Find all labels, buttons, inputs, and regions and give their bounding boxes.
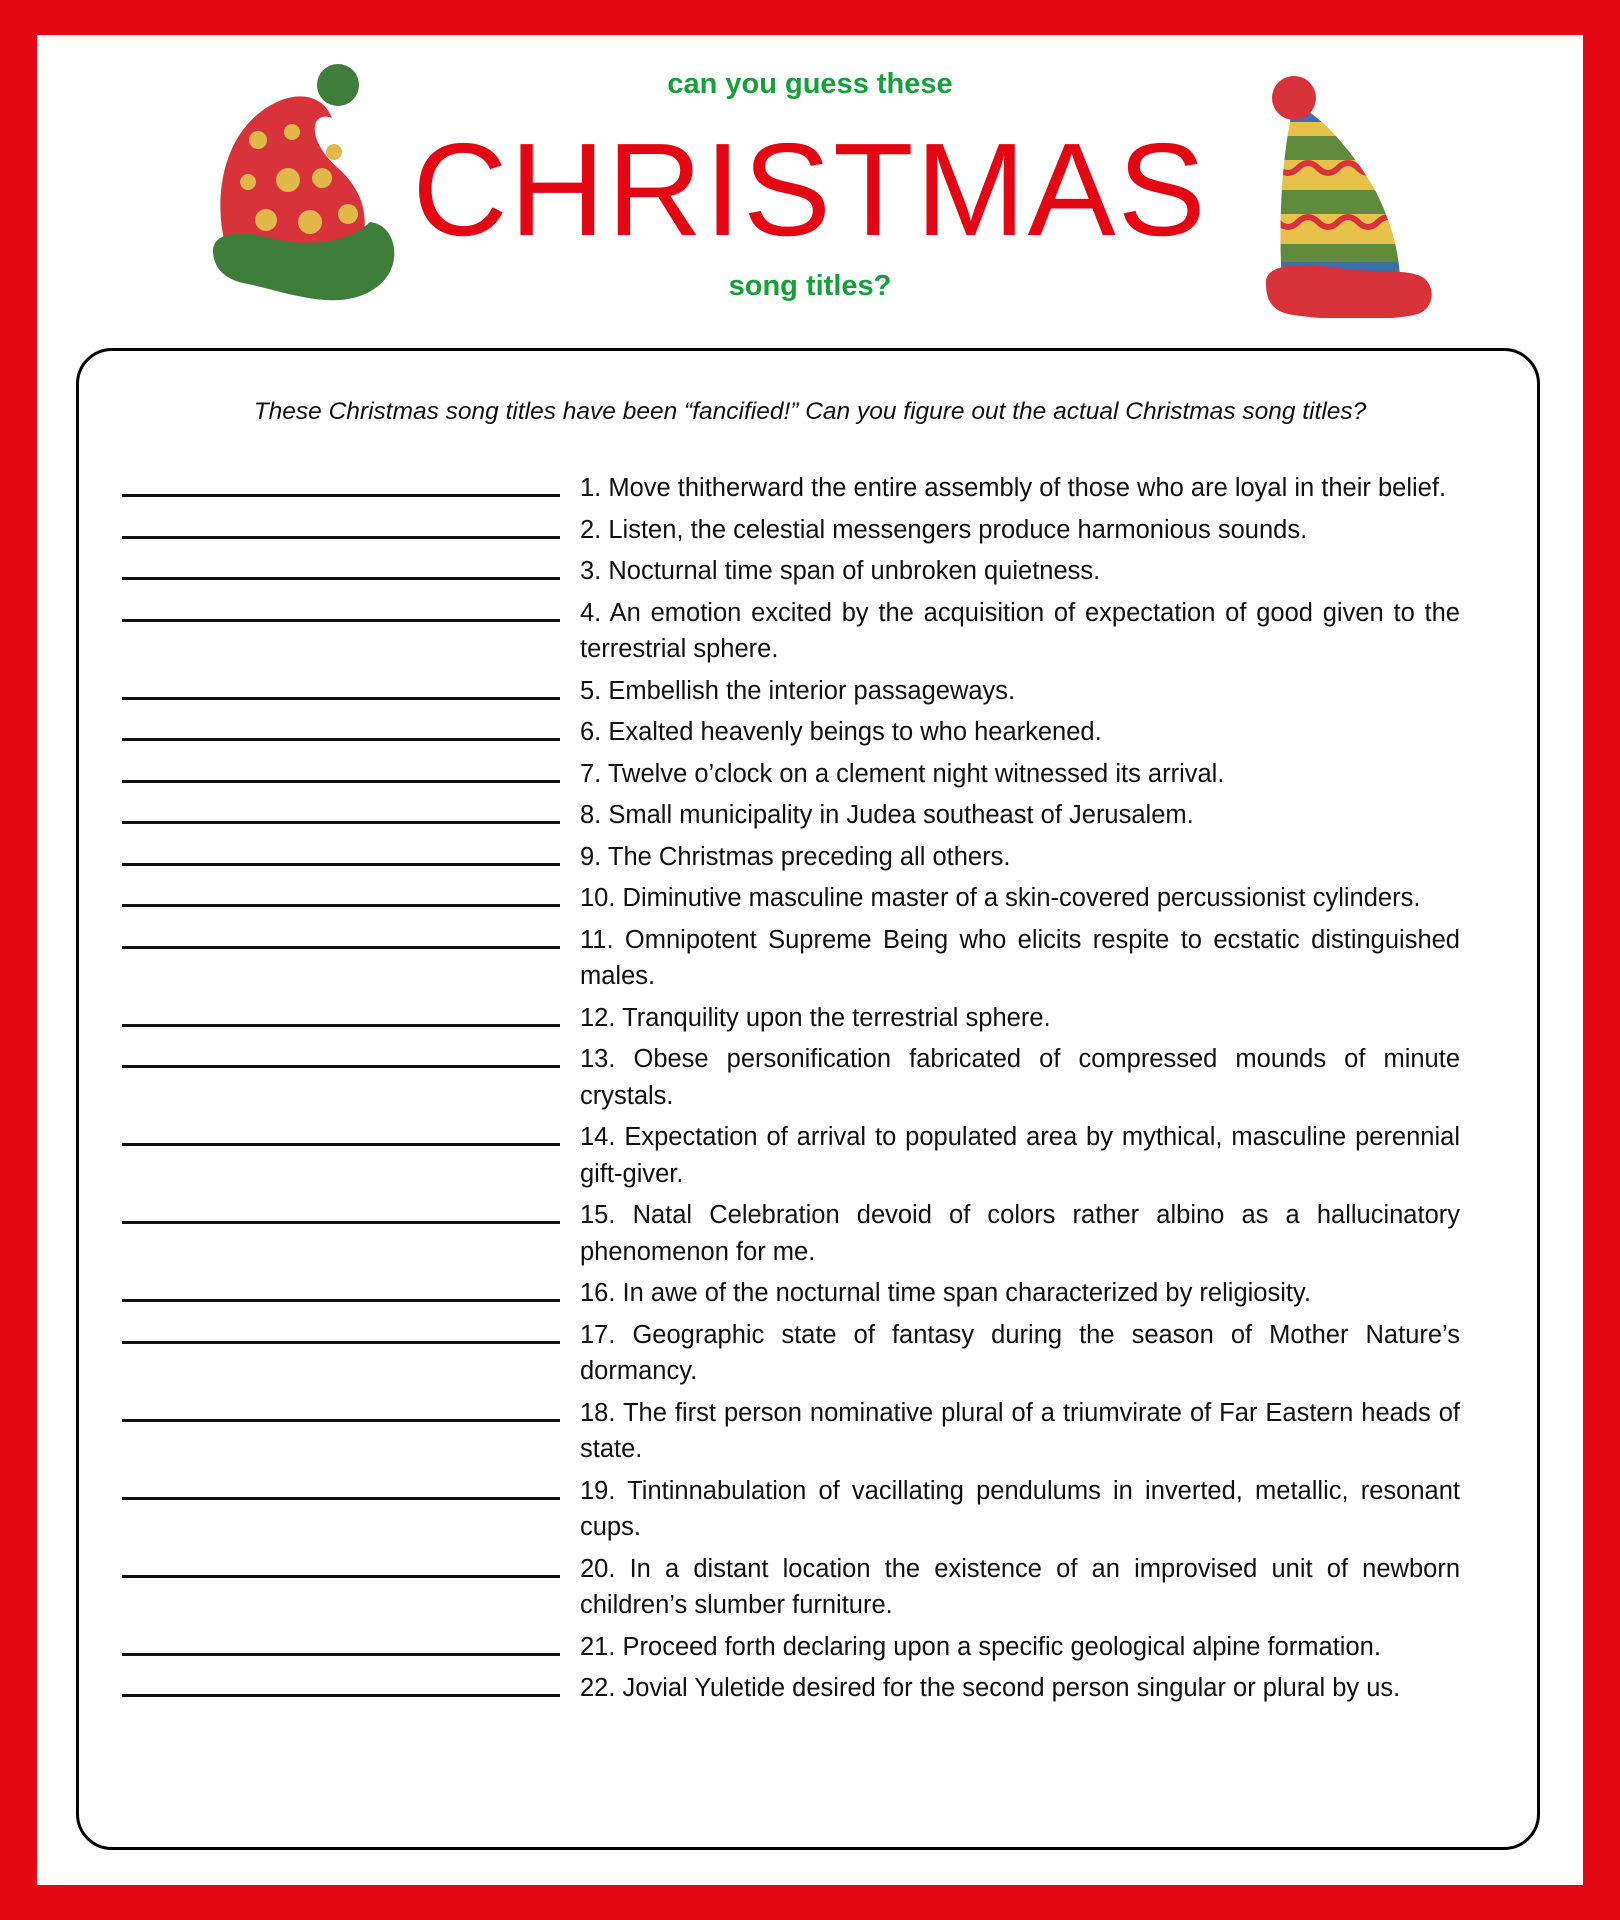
question-text: 6. Exalted heavenly beings to who hearkened. [580,718,1102,746]
question-row [0,1000,1620,1042]
answer-line[interactable] [122,821,560,824]
question-text: 20. In a distant location the existence of an improvised unit of newborn children’s slumber furniture. [580,1554,1460,1619]
question-row [0,880,1620,922]
question-text: 11. Omnipotent Supreme Being who elicits respite to ecstatic distinguished males. [580,925,1460,990]
question-row [0,512,1620,554]
question-text: 19. Tintinnabulation of vacillating pendulums in inverted, metallic, resonant cups. [580,1476,1460,1541]
question-text: 4. An emotion excited by the acquisition of expectation of good given to the terrestrial sphere. [580,598,1460,663]
answer-line[interactable] [122,1299,560,1302]
answer-line[interactable] [122,738,560,741]
answer-line[interactable] [122,1341,560,1344]
question-text: 13. Obese personification fabricated of compressed mounds of minute crystals. [580,1045,1460,1110]
question-text: 3. Nocturnal time span of unbroken quietness. [580,557,1101,585]
question-row [0,553,1620,595]
answer-line[interactable] [122,1143,560,1146]
question-row [0,714,1620,756]
question-row [0,470,1620,512]
question-text: 16. In awe of the nocturnal time span characterized by religiosity. [580,1279,1311,1307]
answer-line[interactable] [122,1497,560,1500]
question-row [0,595,1620,673]
question-text: 22. Jovial Yuletide desired for the second person singular or plural by us. [580,1674,1401,1702]
answer-line[interactable] [122,1065,560,1068]
question-text: 18. The first person nominative plural of a triumvirate of Far Eastern heads of state. [580,1398,1460,1463]
question-text: 5. Embellish the interior passageways. [580,676,1016,705]
page-title: CHRISTMAS [412,116,1208,263]
question-text: 8. Small municipality in Judea southeast of Jerusalem. [580,801,1194,829]
question-row [0,1197,1620,1275]
question-row [0,1670,1620,1712]
answer-line[interactable] [122,536,560,539]
answer-line[interactable] [122,577,560,580]
answer-line[interactable] [122,1653,560,1656]
answer-line[interactable] [122,946,560,949]
question-row [0,1119,1620,1197]
instructions: These Christmas song titles have been “fancified!” Can you figure out the actual Christmas song titles? [253,398,1367,425]
question-text: 14. Expectation of arrival to populated area by mythical, masculine perennial gift-giver. [580,1123,1460,1188]
question-row [0,1473,1620,1551]
answer-line[interactable] [122,904,560,907]
question-row [0,839,1620,881]
question-row [0,1041,1620,1119]
question-row [0,1395,1620,1473]
answer-line[interactable] [122,1024,560,1027]
question-text: 10. Diminutive masculine master of a skin-covered percussionist cylinders. [580,884,1421,912]
answer-line[interactable] [122,619,560,622]
question-row [0,1275,1620,1317]
answer-line[interactable] [122,1221,560,1224]
question-list [0,470,1620,1712]
question-text: 12. Tranquility upon the terrestrial sphere. [580,1003,1051,1032]
answer-line[interactable] [122,863,560,866]
answer-line[interactable] [122,1694,560,1697]
question-row [0,797,1620,839]
answer-line[interactable] [122,780,560,783]
question-text: 7. Twelve o’clock on a clement night witnessed its arrival. [580,759,1225,788]
question-text: 9. The Christmas preceding all others. [580,842,1011,871]
question-row [0,673,1620,715]
subtitle-bottom: song titles? [728,270,892,302]
question-row [0,922,1620,1000]
question-text: 2. Listen, the celestial messengers produce harmonious sounds. [580,515,1308,544]
question-text: 21. Proceed forth declaring upon a specific geological alpine formation. [580,1632,1381,1661]
answer-line[interactable] [122,697,560,700]
question-text: 15. Natal Celebration devoid of colors rather albino as a hallucinatory phenomenon for me. [580,1201,1460,1266]
question-row [0,1629,1620,1671]
answer-line[interactable] [122,1575,560,1578]
question-row [0,1317,1620,1395]
subtitle-top: can you guess these [667,68,953,100]
question-row [0,756,1620,798]
answer-line[interactable] [122,494,560,497]
question-text: 1. Move thitherward the entire assembly of those who are loyal in their belief. [580,474,1447,502]
question-row [0,1551,1620,1629]
answer-line[interactable] [122,1419,560,1422]
question-text: 17. Geographic state of fantasy during the season of Mother Nature’s dormancy. [580,1320,1460,1385]
